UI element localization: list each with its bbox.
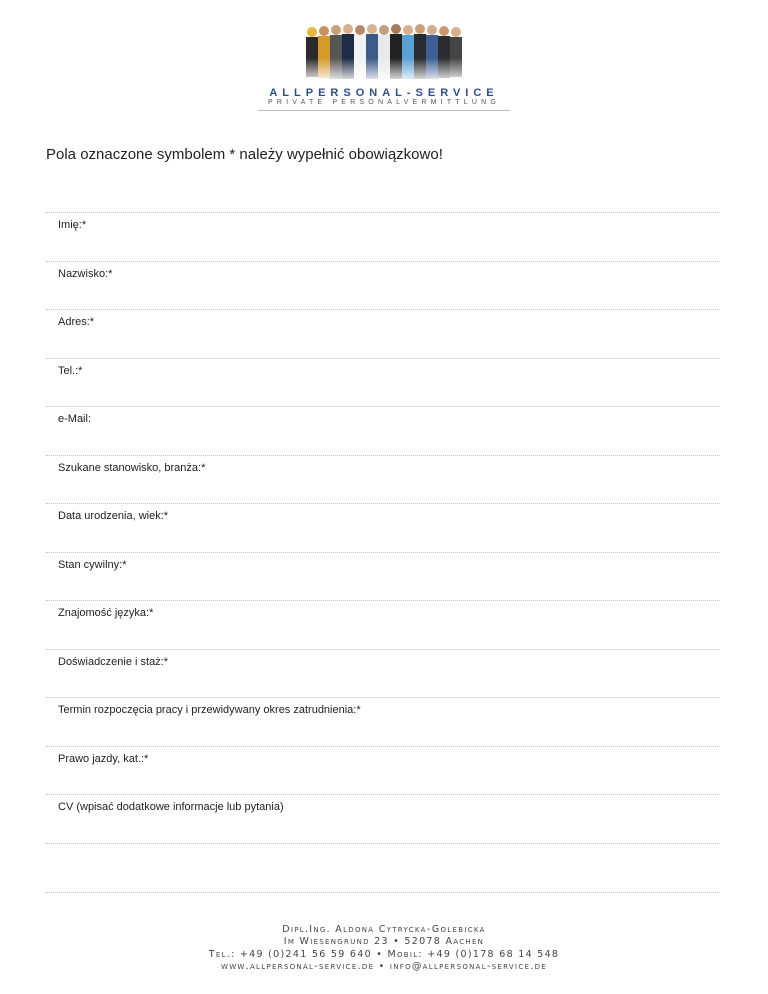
footer-address: Im Wiesengrund 23 • 52078 Aachen — [283, 936, 485, 948]
field-label: Doświadczenie i staż:* — [58, 655, 169, 668]
brand-name: ALLPERSONAL-SERVICE — [269, 87, 499, 99]
field-languages[interactable] — [46, 600, 720, 649]
logo — [0, 0, 768, 120]
field-cv[interactable] — [46, 794, 720, 843]
field-label: Znajomość języka:* — [58, 607, 154, 619]
form-bottom-rule — [46, 892, 720, 893]
field-label: Data urodzenia, wiek:* — [58, 510, 169, 522]
required-fields-note: Pola oznaczone symbolem * należy wypełnić obowiązkowo! — [46, 146, 443, 163]
footer-name: Dipl.Ing. Aldona Cytrycka-Golebicka — [282, 924, 486, 935]
field-last-name[interactable] — [46, 261, 720, 310]
field-label: Imię:* — [58, 219, 87, 231]
field-address[interactable] — [46, 309, 720, 358]
field-marital-status[interactable] — [46, 552, 720, 601]
field-label: Tel.:* — [58, 364, 83, 377]
field-label: Termin rozpoczęcia pracy i przewidywany okres zatrudnienia:* — [58, 704, 361, 716]
brand-divider — [258, 110, 510, 111]
brand-tagline: PRIVATE PERSONALVERMITTLUNG — [267, 99, 501, 106]
field-birthdate[interactable] — [46, 503, 720, 552]
field-position[interactable] — [46, 455, 720, 504]
field-start-date[interactable] — [46, 697, 720, 746]
field-label: Nazwisko:* — [58, 267, 113, 280]
footer-web: www.allpersonal-service.de • info@allpersonal-service.de — [220, 960, 548, 972]
field-label: Adres:* — [58, 316, 95, 328]
field-label: Szukane stanowisko, branża:* — [58, 461, 206, 474]
field-driving-license[interactable] — [46, 746, 720, 795]
field-label: Prawo jazdy, kat.:* — [58, 752, 149, 765]
field-cv-continuation[interactable] — [46, 843, 720, 892]
workers-illustration-icon — [300, 22, 472, 84]
footer-phone: Tel.: +49 (0)241 56 59 640 • Mobil: +49 (0)178 68 14 548 — [208, 948, 560, 960]
field-label: CV (wpisać dodatkowe informacje lub pytania) — [58, 801, 284, 813]
field-phone[interactable] — [46, 358, 720, 407]
field-email[interactable] — [46, 406, 720, 455]
field-experience[interactable] — [46, 649, 720, 698]
field-first-name[interactable] — [46, 212, 720, 261]
field-label: Stan cywilny:* — [58, 558, 127, 571]
footer-contact — [0, 924, 768, 973]
field-label: e-Mail: — [58, 413, 92, 425]
application-form — [46, 212, 720, 893]
